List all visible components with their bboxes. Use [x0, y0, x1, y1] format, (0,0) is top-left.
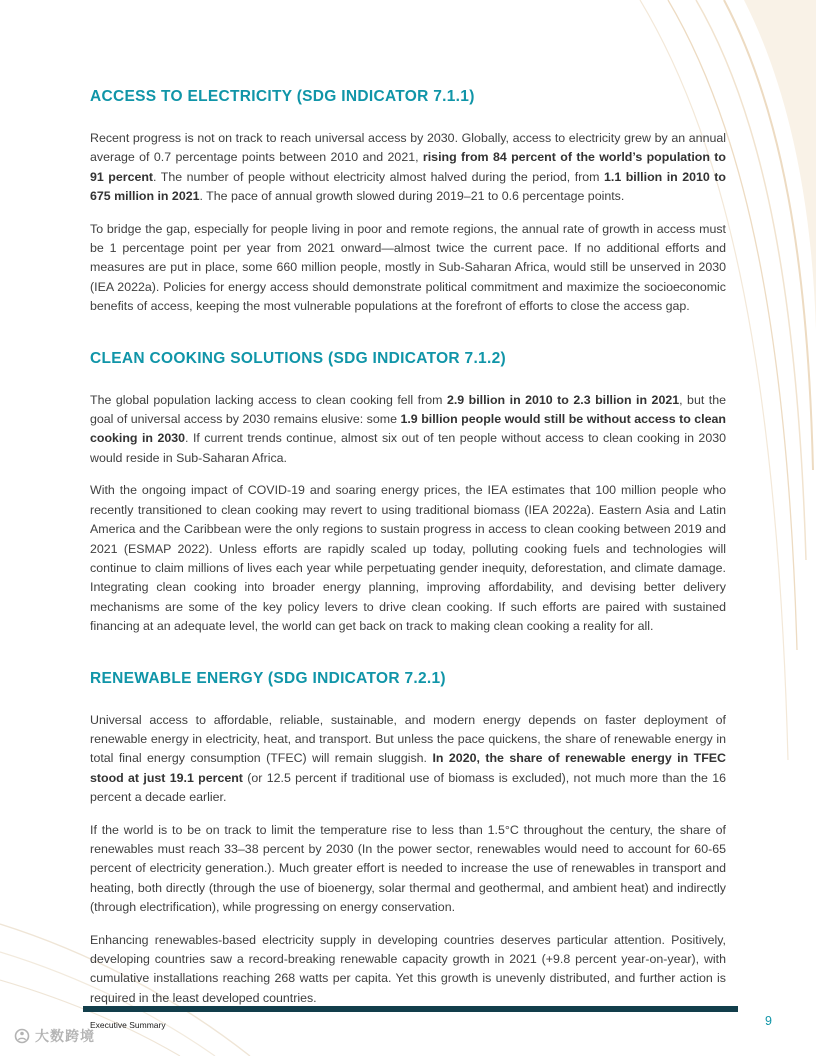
section-heading-access-to-electricity: ACCESS TO ELECTRICITY (SDG INDICATOR 7.1.1): [90, 88, 475, 105]
paragraph: Recent progress is not on track to reach universal access by 2030. Globally, access to electricity grew by an annual average of 0.7 percentage points between 2010 and 2021, rising from 84 percent of the world’s population to 91 percent. The number of people without electricity almost halved during the period, from 1.1 billion in 2010 to 675 million in 2021. The pace of annual growth slowed during 2019–21 to 0.6 percentage points.: [90, 131, 726, 204]
watermark: [13, 1026, 95, 1046]
section-heading-renewable-energy: RENEWABLE ENERGY (SDG INDICATOR 7.2.1): [90, 669, 446, 687]
paragraph: The global population lacking access to clean cooking fell from 2.9 billion in 2010 to 2.3 billion in 2021, but the goal of universal access by 2030 remains elusive: some 1.9 billion people would still be without access to clean cooking in 2030. If current trends continue, almost six out of ten people without access to clean cooking in 2030 would reside in Sub-Saharan Africa.: [90, 392, 726, 465]
footer-rule: [83, 1006, 738, 1012]
paragraph: Enhancing renewables-based electricity supply in developing countries deserves particular attention. Positively, developing countries saw a record-breaking renewable capacity growth in 2021 (+9.8 percent year-on-year), with cumulative installations reaching 268 watts per capita. Yet this growth is unevenly distributed, and further action is required in the least developed countries.: [90, 932, 726, 1005]
paragraph: To bridge the gap, especially for people living in poor and remote regions, the annual rate of growth in access must be 1 percentage point per year from 2021 onward—almost twice the current pace. If no additional efforts and measures are put in place, some 660 million people, mostly in Sub-Saharan Africa, would still be unserved in 2030 (IEA 2022a). Policies for energy access should demonstrate political commitment and maximize the socioeconomic benefits of access, keeping the most vulnerable populations at the forefront of efforts to close the access gap.: [90, 221, 726, 314]
paragraph: Universal access to affordable, reliable, sustainable, and modern energy depends on faster deployment of renewable energy in electricity, heat, and transport. But unless the pace quickens, the share of renewable energy in total final energy consumption (TFEC) will remain sluggish. In 2020, the share of renewable energy in TFEC stood at just 19.1 percent (or 12.5 percent if traditional use of biomass is excluded), not much more than the 16 percent a decade earlier.: [90, 712, 727, 805]
page-number: 9: [765, 1014, 772, 1028]
paragraph: With the ongoing impact of COVID-19 and soaring energy prices, the IEA estimates that 100 million people who recently transitioned to clean cooking may revert to using traditional biomass (IEA 2022a). Eastern Asia and Latin America and the Caribbean were the only regions to sustain progress in access to clean cooking between 2019 and 2021 (ESMAP 2022). Unless efforts are rapidly scaled up today, polluting cooking fuels and technologies will continue to claim millions of lives each year while perpetuating gender inequity, deforestation, and climate damage. Integrating clean cooking into broader energy planning, improving affordability, and devising better delivery mechanisms are some of the key policy levers to drive clean cooking. If such efforts are paired with sustained financing at an adequate level, the world can get back on track to making clean cooking a reality for all.: [90, 483, 726, 634]
page-content: [90, 88, 726, 1021]
watermark-text: 大数跨境: [35, 1028, 95, 1044]
footer-section-label: Executive Summary: [90, 1020, 166, 1030]
watermark-logo-icon: [13, 1027, 31, 1045]
paragraph: If the world is to be on track to limit the temperature rise to less than 1.5°C throughout the century, the share of renewables must reach 33–38 percent by 2030 (In the power sector, renewables would need to account for 60-65 percent of electricity generation.). Much greater effort is needed to increase the use of renewables in transport and heating, both directly (through the use of bioenergy, solar thermal and geothermal, and ambient heat) and indirectly (through electrification), while progressing on energy conservation.: [90, 822, 726, 915]
section-heading-clean-cooking-solutions: CLEAN COOKING SOLUTIONS (SDG INDICATOR 7.1.2): [90, 349, 506, 367]
